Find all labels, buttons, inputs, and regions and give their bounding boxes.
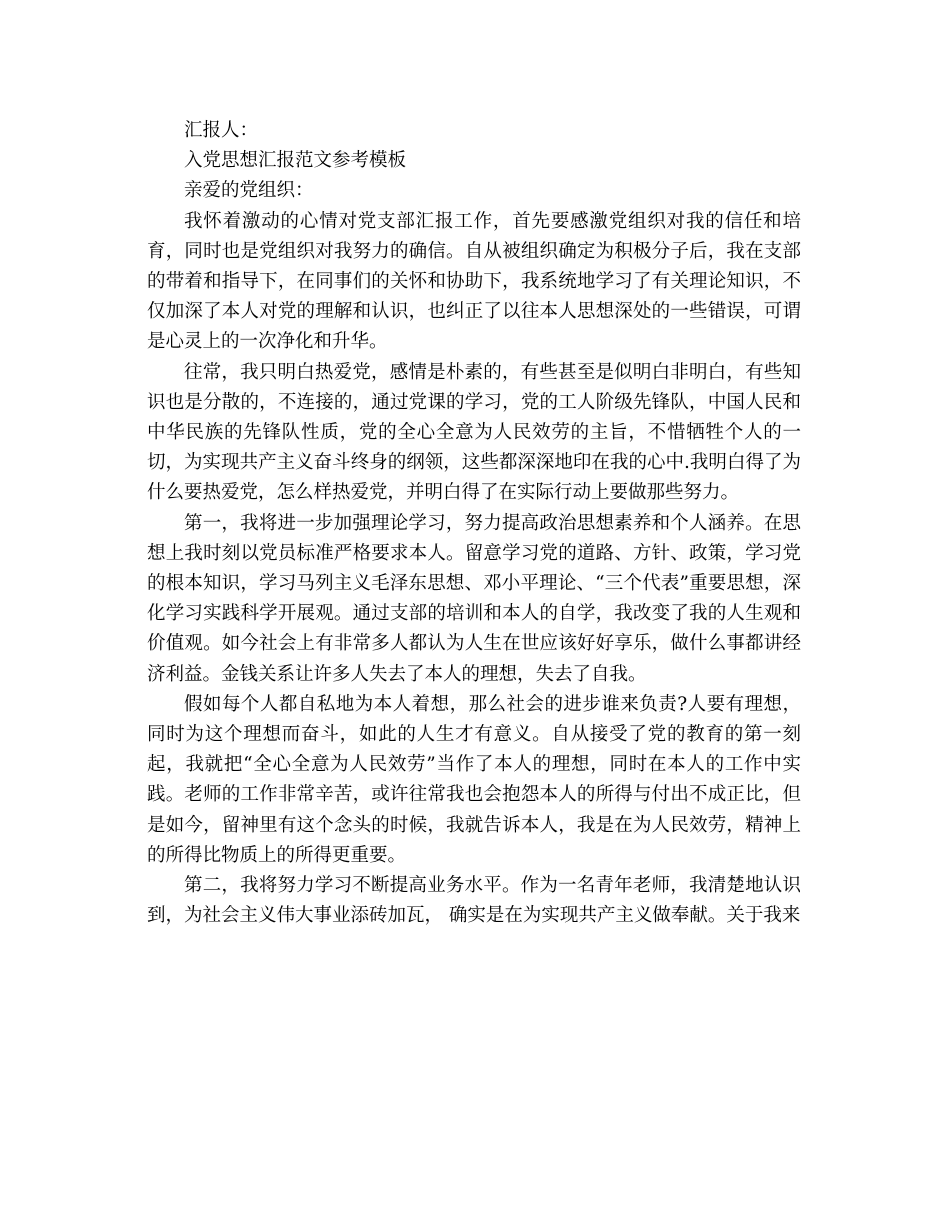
paragraph: 往常，我只明白热爱党，感情是朴素的，有些甚至是似明白非明白，有些知识也是分散的，不连接的，通过党课的学习，党的工人阶级先锋队，中国人民和中华民族的先锋队性质，党的全心全意为人民效劳的主旨，不惜牺牲个人的一切，为实现共产主义奋斗终身的纲领，这些都深深地印在我的心中.我明白得了为什么要热爱党，怎么样热爱党，并明白得了在实际行动上要做那些努力。 bbox=[147, 361, 801, 504]
paragraph: 第二，我将努力学习不断提高业务水平。作为一名青年老师，我清楚地认识到，为社会主义伟大事业添砖加瓦， 确实是在为实现共产主义做奉献。关于我来 bbox=[147, 875, 801, 927]
paragraph: 假如每个人都自私地为本人着想，那么社会的进步谁来负责?人要有理想，同时为这个理想而奋斗，如此的人生才有意义。自从接受了党的教育的第一刻起，我就把“全心全意为人民效劳”当作了本人的理想，同时在本人的工作中实践。老师的工作非常辛苦，或许往常我也会抱怨本人的所得与付出不成正比，但是如今，留神里有这个念头的时候，我就告诉本人，我是在为人民效劳，精神上的所得比物质上的所得更重要。 bbox=[147, 693, 801, 866]
paragraph: 第一，我将进一步加强理论学习，努力提高政治思想素养和个人涵养。在思想上我时刻以党员标准严格要求本人。留意学习党的道路、方针、政策，学习党的根本知识，学习马列主义毛泽东思想、邓小平理论、“三个代表”重要思想，深化学习实践科学开展观。通过支部的培训和本人的自学，我改变了我的人生观和价值观。如今社会上有非常多人都认为人生在世应该好好享乐，做什么事都讲经济利益。金钱关系让许多人失去了本人的理想，失去了自我。 bbox=[147, 512, 801, 685]
paragraph: 我怀着激动的心情对党支部汇报工作，首先要感激党组织对我的信任和培育，同时也是党组织对我努力的确信。自从被组织确定为积极分子后，我在支部的带着和指导下，在同事们的关怀和协助下，我系统地学习了有关理论知识，不仅加深了本人对党的理解和认识，也纠正了以往本人思想深处的一些错误，可谓是心灵上的一次净化和升华。 bbox=[147, 210, 801, 353]
document-title: 入党思想汇报范文参考模板 bbox=[184, 150, 407, 172]
document-body bbox=[147, 116, 801, 931]
salutation: 亲爱的党组织： bbox=[184, 180, 314, 202]
reporter-line: 汇报人： bbox=[184, 120, 259, 141]
